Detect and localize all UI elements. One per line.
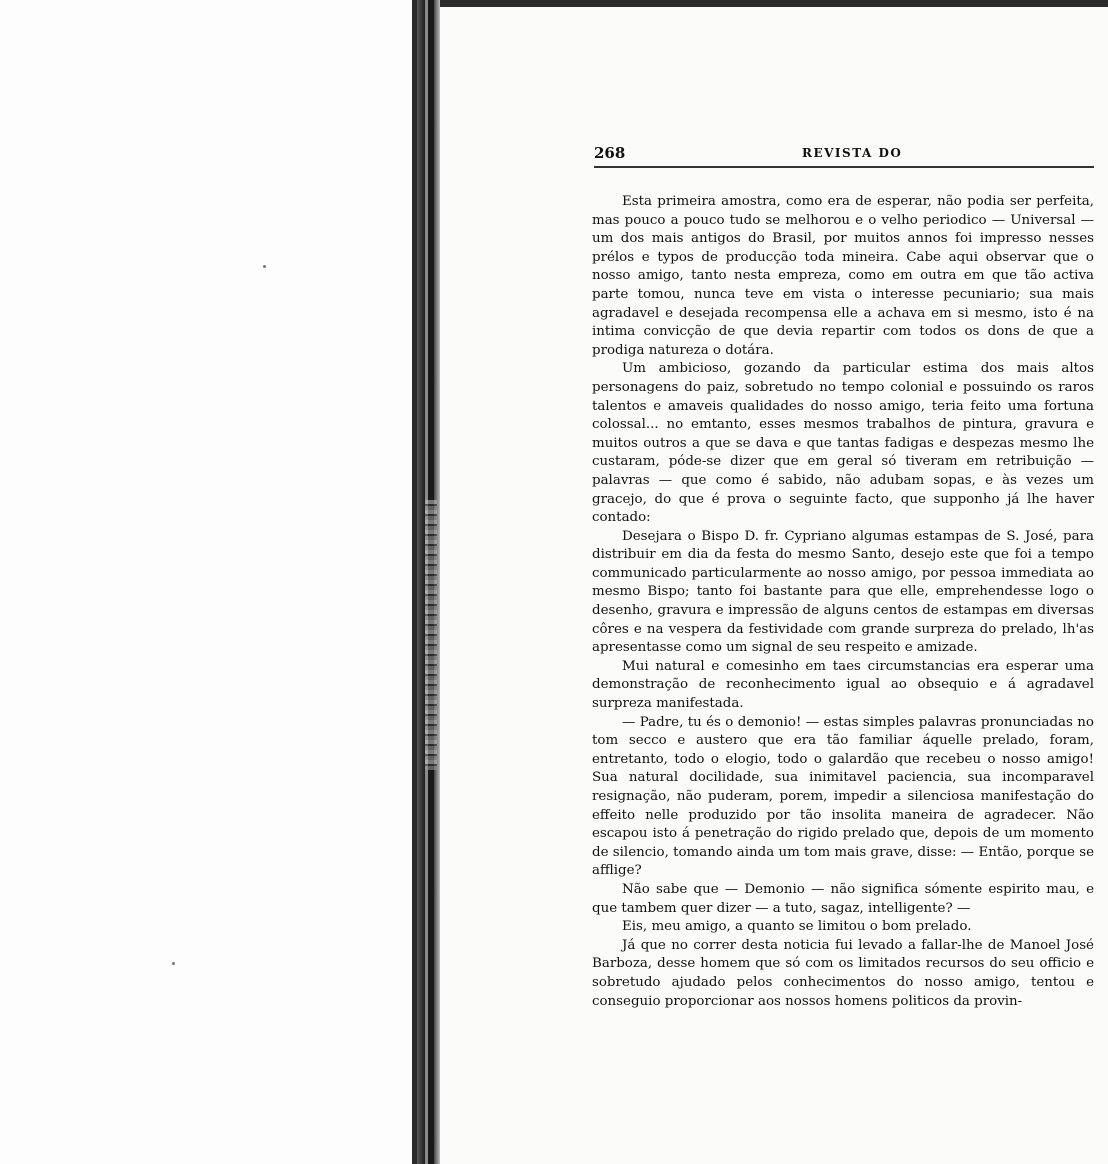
- header-rule: [594, 166, 1094, 168]
- paragraph: Esta primeira amostra, como era de esperar, não podia ser perfeita, mas pouco a pouco tudo se melhorou e o velho periodico — Universal — um dos mais antigos do Brasil, por muitos annos foi impresso nesses prélos e typos de producção toda mineira. Cabe aqui observar que o nosso amigo, tanto nesta empreza, como em outra em que tão activa parte tomou, nunca teve em vista o interesse pecuniario; sua mais agradavel e desejada recompensa elle a achava em si mesmo, isto é na intima convicção de que devia repartir com todos os dons de que a prodiga natureza o dotára.: [592, 194, 1094, 358]
- left-page-blank: [0, 0, 412, 1164]
- bleed-through-mark: [425, 500, 437, 770]
- article-body: [592, 193, 1094, 1011]
- paragraph: — Padre, tu és o demonio! — estas simples palavras pronunciadas no tom secco e austero que era tão familiar áquelle prelado, foram, entretanto, todo o elogio, todo o galardão que recebeu o nosso amigo! Sua natural docilidade, sua inimitavel paciencia, sua incomparavel resignação, não puderam, porem, impedir a silenciosa manifestação do effeito nelle produzido por tão insolita maneira de agradecer. Não escapou isto á penetração do rigido prelado que, depois de um momento de silencio, tomando ainda um tom mais grave, disse: — Então, porque se afflige?: [592, 714, 1094, 879]
- book-spine-gutter: [417, 0, 425, 1164]
- page-header: [594, 142, 1094, 162]
- top-edge-shadow: [440, 0, 1108, 7]
- page-number: 268: [594, 144, 626, 162]
- paper-speck: [172, 962, 175, 965]
- paragraph: Não sabe que — Demonio — não significa sómente espirito mau, e que tambem quer dizer — a tuto, sagaz, intelligente? —: [592, 881, 1094, 916]
- paragraph: Eis, meu amigo, a quanto se limitou o bom prelado.: [622, 919, 972, 935]
- paragraph: Desejara o Bispo D. fr. Cypriano algumas estampas de S. José, para distribuir em dia da festa do mesmo Santo, desejo este que foi a tempo communicado particularmente ao nosso amigo, por pessoa immediata ao mesmo Bispo; tanto foi bastante para que elle, emprehendesse logo o desenho, gravura e impressão de alguns centos de estampas em diversas côres e na vespera da festividade com grande surpreza do prelado, lh'as apresentasse como um signal de seu respeito e amizade.: [592, 528, 1094, 656]
- paragraph: Um ambicioso, gozando da particular estima dos mais altos personagens do paiz, sobretudo no tempo colonial e possuindo os raros talentos e amaveis qualidades do nosso amigo, teria feito uma fortuna colossal... no emtanto, esses mesmos trabalhos de pintura, gravura e muitos outros a que se dava e que tantas fadigas e despezas mesmo lhe custaram, póde-se dizer que em geral só tiveram em retribuição — palavras — que como é sabido, não adubam sopas, e às vezes um gracejo, do que é prova o seguinte facto, que supponho já lhe haver contado:: [592, 361, 1094, 526]
- paper-speck: [263, 265, 266, 268]
- running-head: REVISTA DO: [802, 146, 903, 160]
- paragraph: Já que no correr desta noticia fui levado a fallar-lhe de Manoel José Barboza, desse homem que só com os limitados recursos do seu officio e sobretudo ajudado pelos conhecimentos do nosso amigo, tentou e conseguio proporcionar aos nossos homens politicos da provin-: [592, 937, 1094, 1009]
- paragraph: Mui natural e comesinho em taes circumstancias era esperar uma demonstração de reconhecimento igual ao obsequio e á agradavel surpreza manifestada.: [592, 658, 1094, 712]
